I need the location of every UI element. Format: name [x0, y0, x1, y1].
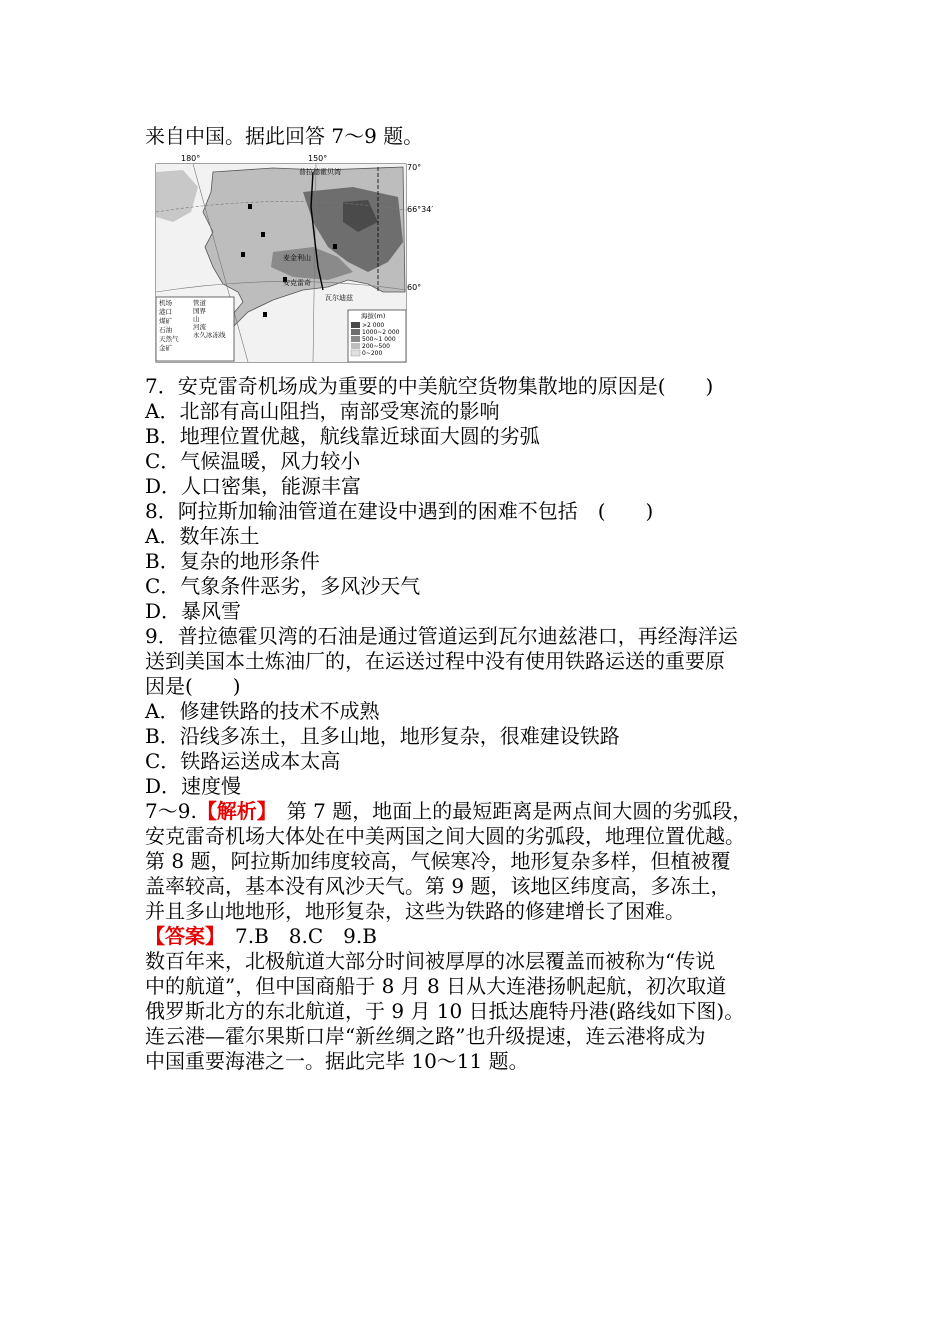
legend-border: 国界: [193, 307, 206, 315]
legend-pipeline: 管道: [193, 299, 206, 307]
map-place-valdez: 瓦尔迪兹: [325, 294, 353, 302]
map-place-mckinley: 麦金利山: [283, 254, 311, 262]
question-7-stem: 7．安克雷奇机场成为重要的中美航空货物集散地的原因是( ): [145, 374, 714, 398]
passage-line-1: 数百年来，北极航道大部分时间被厚厚的冰层覆盖而被称为“传说: [145, 949, 716, 973]
analysis-tag: 【解析】: [196, 799, 267, 823]
map-place-anchorage: 安克雷奇: [283, 279, 311, 287]
q8-option-a: A．数年冻土: [145, 524, 260, 548]
passage-line-3: 俄罗斯北方的东北航道，于 9 月 10 日抵达鹿特丹港(路线如下图)。: [145, 999, 745, 1023]
legend-port: 港口: [159, 308, 172, 316]
alaska-map: [153, 152, 434, 364]
q9-option-b: B．沿线多冻土，且多山地，地形复杂，很难建设铁路: [145, 724, 620, 748]
answer-text: 7.B 8.C 9.B: [215, 924, 377, 948]
analysis-line-4: 盖率较高，基本没有风沙天气。第 9 题，该地区纬度高，多冻土，: [145, 874, 731, 898]
analysis-first-line: [145, 799, 752, 824]
analysis-prefix: 7～9.: [145, 799, 197, 823]
passage-line-2: 中的航道”，但中国商船于 8 月 8 日从大连港扬帆起航，初次取道: [145, 974, 727, 998]
elevation-title: 海拔(m): [361, 312, 386, 320]
q8-option-d: D．暴风雪: [145, 599, 242, 623]
answer-tag: 【答案】: [145, 924, 215, 948]
passage-line-5: 中国重要海港之一。据此完毕 10～11 题。: [145, 1049, 529, 1073]
elev-class-5: 0~200: [362, 350, 383, 357]
map-lat-70: 70°: [407, 163, 422, 172]
question-9-stem-line-3: 因是( ): [145, 674, 241, 698]
elev-class-1: >2 000: [362, 322, 385, 329]
legend-oil: 石油: [159, 326, 172, 334]
analysis-text-1: 第 7 题，地面上的最短距离是两点间大圆的劣弧段，: [266, 799, 753, 823]
legend-permafrost: 永久冰冻线: [193, 331, 226, 339]
question-8-stem: 8．阿拉斯加输油管道在建设中遇到的困难不包括 ( ): [145, 499, 654, 523]
q7-option-d: D．人口密集，能源丰富: [145, 474, 362, 498]
passage-line-4: 连云港—霍尔果斯口岸“新丝绸之路”也升级提速，连云港将成为: [145, 1024, 706, 1048]
legend-airport: 机场: [159, 299, 172, 307]
map-lat-66: 66°34′: [407, 205, 434, 214]
q8-option-b: B．复杂的地形条件: [145, 549, 320, 573]
q9-option-c: C．铁路运送成本太高: [145, 749, 341, 773]
answer-line: [145, 924, 377, 949]
elev-class-2: 1000~2 000: [362, 329, 400, 336]
analysis-line-2: 安克雷奇机场大体处在中美两国之间大圆的劣弧段，地理位置优越。: [145, 824, 745, 848]
map-lon-150: 150°: [308, 154, 328, 163]
elev-class-3: 500~1 000: [362, 336, 396, 343]
map-lon-180: 180°: [181, 154, 201, 163]
q7-option-a: A．北部有高山阻挡，南部受寒流的影响: [145, 399, 500, 423]
question-9-stem-line-2: 送到美国本土炼油厂的，在运送过程中没有使用铁路运送的重要原: [145, 649, 725, 673]
q7-option-c: C．气候温暖，风力较小: [145, 449, 361, 473]
q8-option-c: C．气象条件恶劣，多风沙天气: [145, 574, 421, 598]
q9-option-a: A．修建铁路的技术不成熟: [145, 699, 380, 723]
legend-gold: 金矿: [159, 344, 172, 352]
analysis-line-3: 第 8 题，阿拉斯加纬度较高，气候寒冷，地形复杂多样，但植被覆: [145, 849, 731, 873]
intro-line: 来自中国。据此回答 7～9 题。: [145, 124, 424, 148]
map-lat-60: 60°: [407, 283, 422, 292]
legend-coal: 煤矿: [159, 317, 172, 325]
legend-mountain: 山: [193, 315, 200, 323]
legend-river: 河流: [193, 323, 206, 331]
q9-option-d: D．速度慢: [145, 774, 242, 798]
analysis-line-5: 并且多山地地形，地形复杂，这些为铁路的修建增长了困难。: [145, 899, 685, 923]
legend-gas: 天然气: [159, 335, 179, 343]
elev-class-4: 200~500: [362, 343, 390, 350]
q7-option-b: B．地理位置优越，航线靠近球面大圆的劣弧: [145, 424, 540, 448]
map-place-prudhoe: 普拉德霍贝湾: [299, 168, 341, 176]
question-9-stem-line-1: 9．普拉德霍贝湾的石油是通过管道运到瓦尔迪兹港口，再经海洋运: [145, 624, 738, 648]
